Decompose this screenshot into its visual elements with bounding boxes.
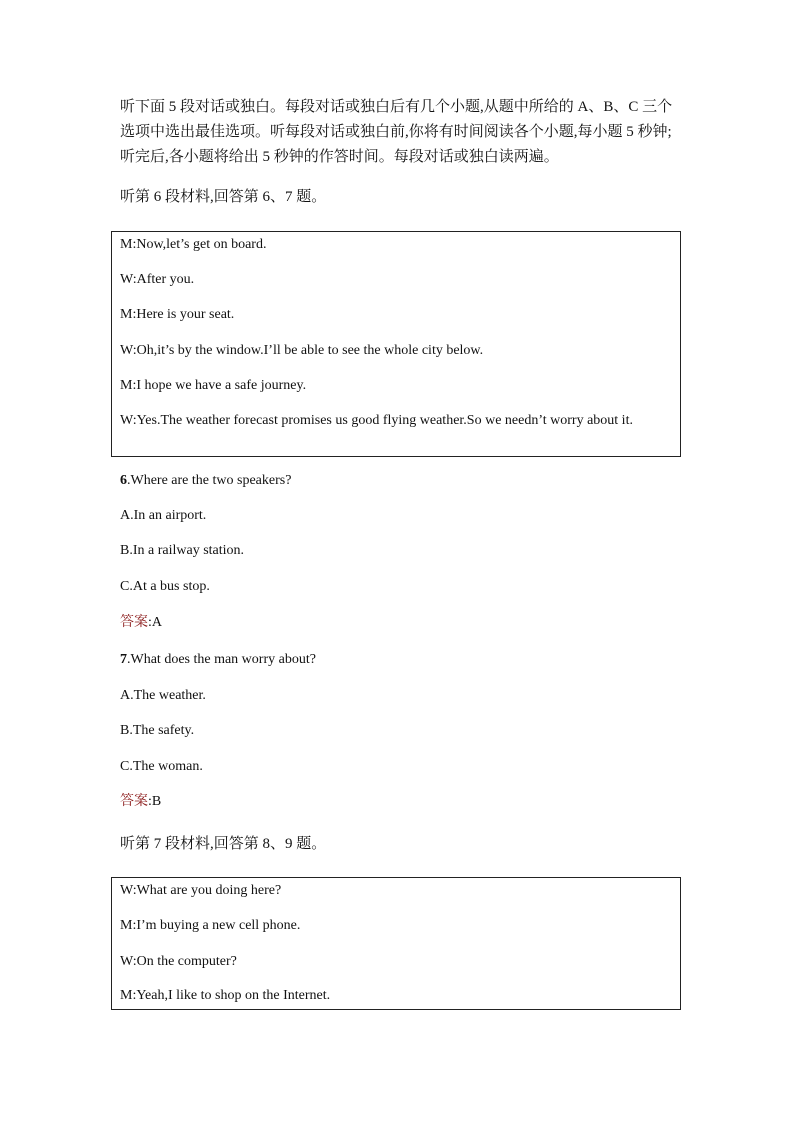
option-b: B.In a railway station.	[120, 543, 245, 558]
section-heading-6: 听第 6 段材料,回答第 6、7 题。	[120, 189, 327, 205]
transcript-line: M:Here is your seat.	[120, 307, 235, 322]
answer-6	[120, 613, 680, 633]
option-c: C.At a bus stop.	[120, 579, 210, 594]
question-text: .Where are the two speakers?	[127, 473, 292, 488]
question-number: 6	[120, 473, 127, 488]
question-6	[120, 471, 680, 491]
transcript-line: M:I hope we have a safe journey.	[120, 378, 307, 393]
question-7	[120, 650, 680, 670]
question-number: 7	[120, 652, 127, 667]
transcript-line: M:Now,let’s get on board.	[120, 237, 267, 252]
transcript-box-6	[111, 231, 681, 457]
option-a: A.The weather.	[120, 688, 206, 703]
transcript-line: M:Yeah,I like to shop on the Internet.	[120, 988, 331, 1003]
option-b: B.The safety.	[120, 723, 195, 738]
answer-label: 答案	[120, 615, 148, 630]
transcript-line: W:What are you doing here?	[120, 883, 282, 898]
answer-label: 答案	[120, 794, 148, 809]
transcript-line: W:Yes.The weather forecast promises us good flying weather.So we needn’t worry about it.	[120, 413, 633, 428]
transcript-line: W:On the computer?	[120, 954, 237, 969]
section-heading-7: 听第 7 段材料,回答第 8、9 题。	[120, 836, 327, 852]
answer-value: :A	[148, 615, 162, 630]
question-text: .What does the man worry about?	[127, 652, 316, 667]
answer-value: :B	[148, 794, 162, 809]
transcript-box-7	[111, 877, 681, 1010]
option-a: A.In an airport.	[120, 508, 207, 523]
answer-7	[120, 792, 680, 812]
transcript-line: W:After you.	[120, 272, 195, 287]
option-c: C.The woman.	[120, 759, 203, 774]
instructions-paragraph: 听下面 5 段对话或独白。每段对话或独白后有几个小题,从题中所给的 A、B、C 三个选项中选出最佳选项。听每段对话或独白前,你将有时间阅读各个小题,每小题 5 秒钟;听完后,各小题将给出 5 秒钟的作答时间。每段对话或独白读两遍。	[120, 99, 673, 165]
transcript-line: W:Oh,it’s by the window.I’ll be able to see the whole city below.	[120, 343, 484, 358]
transcript-line: M:I’m buying a new cell phone.	[120, 918, 301, 933]
